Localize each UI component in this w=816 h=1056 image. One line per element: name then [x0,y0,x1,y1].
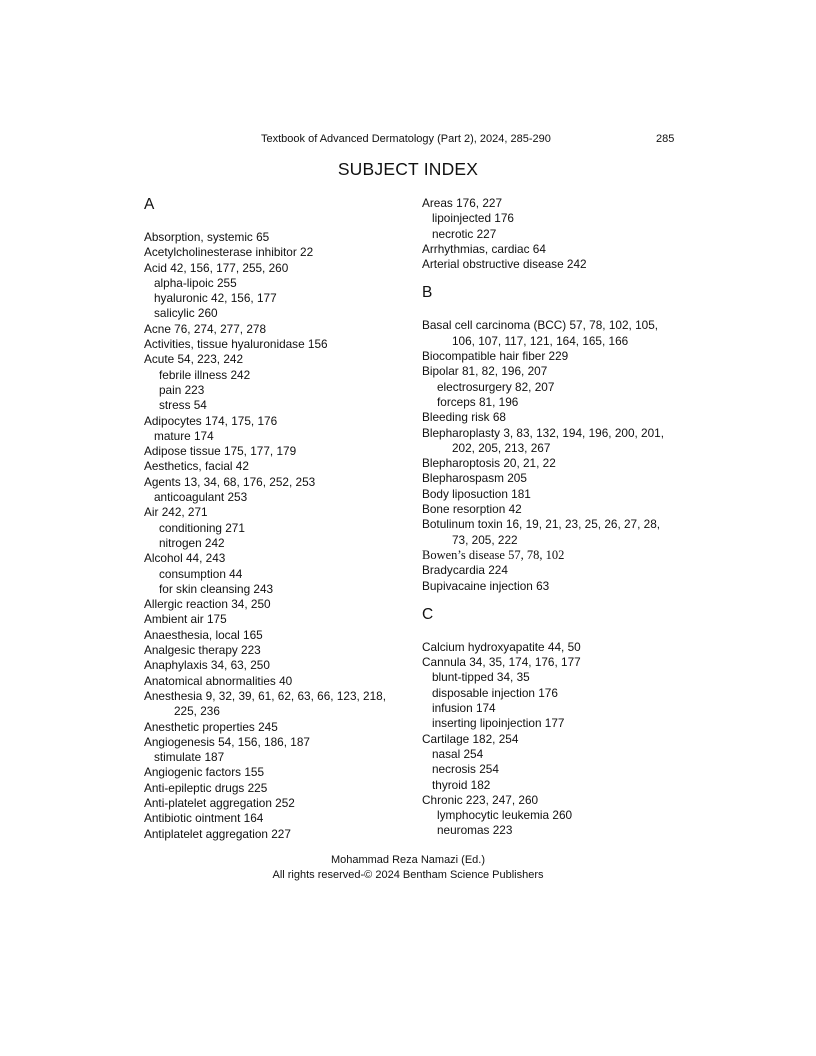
spacer [422,594,692,606]
index-subentry: infusion 174 [432,701,496,716]
index-subentry: conditioning 271 [159,520,245,535]
index-entry: Adipose tissue 175, 177, 179 [144,444,297,459]
index-entry: Acetylcholinesterase inhibitor 22 [144,245,314,260]
index-subentry: lipoinjected 176 [432,211,514,226]
copyright-notice: All rights reserved-© 2024 Bentham Science Publishers [272,868,544,881]
index-entry: Antibiotic ointment 164 [144,811,264,826]
index-subentry: alpha-lipoic 255 [154,275,237,290]
index-entry: Bipolar 81, 82, 196, 207 [422,364,548,379]
index-subentry: lymphocytic leukemia 260 [437,808,573,823]
index-entry: Anatomical abnormalities 40 [144,673,293,688]
section-letter-b: B [422,284,433,302]
index-subentry: necrotic 227 [432,226,497,241]
index-column-right [422,196,692,839]
index-entry-continuation: 73, 205, 222 [452,532,518,547]
index-entry: Agents 13, 34, 68, 176, 252, 253 [144,474,316,489]
section-letter-a: A [144,196,155,213]
page-title: SUBJECT INDEX [337,159,479,179]
index-column-left [144,196,406,842]
index-subentry: blunt-tipped 34, 35 [432,670,530,685]
index-entry: Cannula 34, 35, 174, 176, 177 [422,655,581,670]
index-subentry: salicylic 260 [154,306,218,321]
index-entry: Angiogenesis 54, 156, 186, 187 [144,734,310,749]
page-number: 285 [656,133,675,145]
index-subentry: thyroid 182 [432,777,491,792]
spacer [422,302,692,318]
index-subentry: mature 174 [154,428,214,443]
spacer [422,272,692,284]
index-entry: Botulinum toxin 16, 19, 21, 23, 25, 26, 27, 28, [422,517,661,532]
spacer [144,214,406,230]
index-subentry: nitrogen 242 [159,535,225,550]
index-entry: Bleeding risk 68 [422,410,506,425]
index-entry: Bowen’s disease 57, 78, 102 [422,547,565,562]
index-entry: Anaphylaxis 34, 63, 250 [144,658,270,673]
index-subentry: hyaluronic 42, 156, 177 [154,291,277,306]
index-entry: Air 242, 271 [144,505,208,520]
page-footer [0,853,816,882]
index-subentry: necrosis 254 [432,762,499,777]
index-entry: Acid 42, 156, 177, 255, 260 [144,260,289,275]
index-entry: Anti-epileptic drugs 225 [144,780,268,795]
index-entry: Blepharoplasty 3, 83, 132, 194, 196, 200, 201, [422,425,665,440]
index-entry: Anti-platelet aggregation 252 [144,795,295,810]
index-entry: Calcium hydroxyapatite 44, 50 [422,639,581,654]
index-entry: Angiogenic factors 155 [144,765,265,780]
index-entry: Anesthesia 9, 32, 39, 61, 62, 63, 66, 123, 218, [144,688,387,703]
index-entry: Acne 76, 274, 277, 278 [144,321,267,336]
running-header [0,133,816,149]
index-subentry: anticoagulant 253 [154,490,248,505]
index-subentry: neuromas 223 [437,823,513,838]
index-entry: Anesthetic properties 245 [144,719,278,734]
index-subentry: for skin cleansing 243 [159,581,274,596]
index-subentry: disposable injection 176 [432,685,558,700]
index-entry: Acute 54, 223, 242 [144,352,244,367]
index-entry: Arterial obstructive disease 242 [422,257,587,272]
index-entry: Chronic 223, 247, 260 [422,792,539,807]
index-entry: Antiplatelet aggregation 227 [144,826,291,841]
index-entry: Aesthetics, facial 42 [144,459,249,474]
index-subentry: stress 54 [159,398,207,413]
index-entry-continuation: 202, 205, 213, 267 [452,440,551,455]
index-entry: Analgesic therapy 223 [144,643,261,658]
index-entry: Activities, tissue hyaluronidase 156 [144,337,328,352]
section-letter-c: C [422,605,434,623]
running-title: Textbook of Advanced Dermatology (Part 2), 2024, 285-290 [261,133,551,145]
index-entry: Anaesthesia, local 165 [144,627,263,642]
index-entry: Blepharoptosis 20, 21, 22 [422,456,556,471]
index-entry: Bone resorption 42 [422,502,522,517]
index-entry: Biocompatible hair fiber 229 [422,349,569,364]
index-entry: Basal cell carcinoma (BCC) 57, 78, 102, 105, [422,318,659,333]
index-entry: Adipocytes 174, 175, 176 [144,413,278,428]
index-subentry: consumption 44 [159,566,243,581]
index-entry: Body liposuction 181 [422,486,531,501]
index-subentry: nasal 254 [432,746,484,761]
index-subentry: forceps 81, 196 [437,394,519,409]
spacer [422,624,692,640]
index-entry: Allergic reaction 34, 250 [144,597,271,612]
index-subentry: febrile illness 242 [159,367,251,382]
index-entry-continuation: 106, 107, 117, 121, 164, 165, 166 [452,333,629,348]
index-entry: Arrhythmias, cardiac 64 [422,241,546,256]
editor-credit: Mohammad Reza Namazi (Ed.) [330,854,486,866]
index-subentry: electrosurgery 82, 207 [437,379,555,394]
index-entry: Bradycardia 224 [422,563,508,578]
index-entry: Absorption, systemic 65 [144,230,270,244]
index-entry-continuation: 225, 236 [174,704,220,719]
index-entry: Bupivacaine injection 63 [422,578,550,593]
index-entry: Ambient air 175 [144,612,227,627]
index-entry: Blepharospasm 205 [422,471,527,486]
index-subentry: stimulate 187 [154,750,225,765]
index-subentry: pain 223 [159,382,205,397]
index-entry: Cartilage 182, 254 [422,731,519,746]
index-subentry: inserting lipoinjection 177 [432,716,565,731]
index-entry: Alcohol 44, 243 [144,551,226,566]
index-entry: Areas 176, 227 [422,196,503,210]
